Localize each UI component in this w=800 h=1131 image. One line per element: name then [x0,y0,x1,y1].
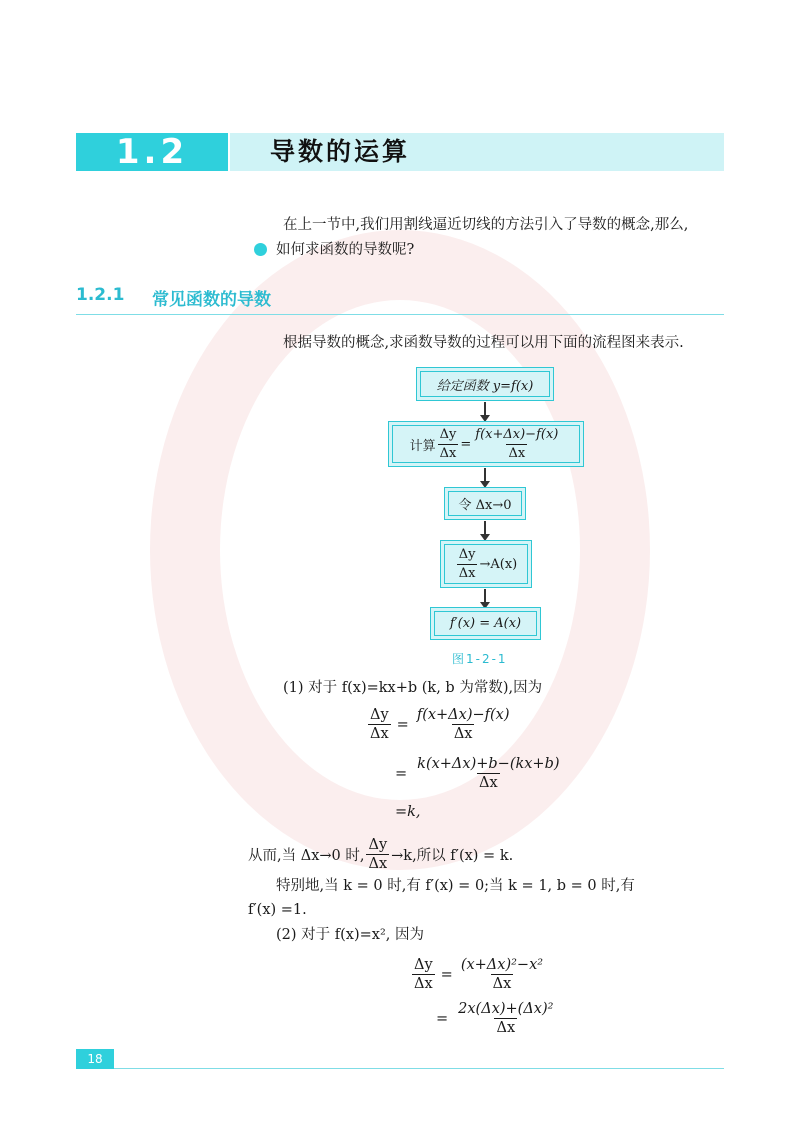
section-number: 1.2 [115,132,189,172]
flow-step-4: $\frac{\Delta y}{\Delta x}$ →A(x) [440,540,532,588]
case1-conclusion: 从而,当 Δx→0 时, $\frac{\Delta y}{\Delta x}$ →k,所以 f′(x) = k. [248,837,514,872]
flow-step-5: f′(x) = A(x) [430,607,541,640]
flow-intro: 根据导数的概念,求函数导数的过程可以用下面的流程图来表示. [283,335,684,351]
intro-line-1: 在上一节中,我们用割线逼近切线的方法引入了导数的概念,那么, [283,217,689,233]
case2-label: (2) 对于 f(x)=x², 因为 [276,927,424,943]
section-number-box [76,133,228,171]
case1-equation-2: = $\frac{k(x+\Delta x)+b-(kx+b)}{\Delta x}$ [395,756,560,791]
subsection-rule [76,314,724,315]
case1-equation-1: $\frac{\Delta y}{\Delta x}$ = $\frac{f(x+\Delta x)-f(x)}{\Delta x}$ [370,707,510,742]
flow-step-1: 给定函数 y=f(x) [416,367,554,401]
case2-equation-1: $\frac{\Delta y}{\Delta x}$ = $\frac{\text{(x+Δx)²−x²}}{\Delta x}$ [414,957,544,992]
arrow-down-icon [484,521,486,535]
case1-label: (1) 对于 f(x)=kx+b (k, b 为常数),因为 [283,680,543,696]
case1-equation-3: =k, [395,804,421,820]
footer-rule [114,1068,724,1069]
flow-step-2: 计算 $\frac{\Delta y}{\Delta x}$ = $\frac{f(x+\Delta x)-f(x)}{\Delta x}$ [388,421,584,467]
page-number-box [76,1049,114,1069]
subsection-number: 1.2.1 [76,285,125,305]
page-number: 18 [87,1052,103,1066]
case2-equation-2: = $\frac{\text{2x(Δx)+(Δx)²}}{\Delta x}$ [436,1001,554,1036]
subsection-title: 常见函数的导数 [152,290,271,310]
case1-special-line-2: f′(x) =1. [248,902,307,918]
arrow-down-icon [484,589,486,603]
arrow-down-icon [484,402,486,416]
case1-special-line-1: 特别地,当 k = 0 时,有 f′(x) = 0;当 k = 1, b = 0 时,有 [276,878,635,894]
figure-caption: 图1-2-1 [452,652,508,666]
flow-step-3: 令 Δx→0 [444,487,526,520]
arrow-down-icon [484,468,486,482]
section-title-box [230,133,724,171]
section-title: 导数的运算 [270,137,411,166]
intro-line-2: 如何求函数的导数呢? [276,242,415,258]
bullet-dot-icon [254,243,267,256]
